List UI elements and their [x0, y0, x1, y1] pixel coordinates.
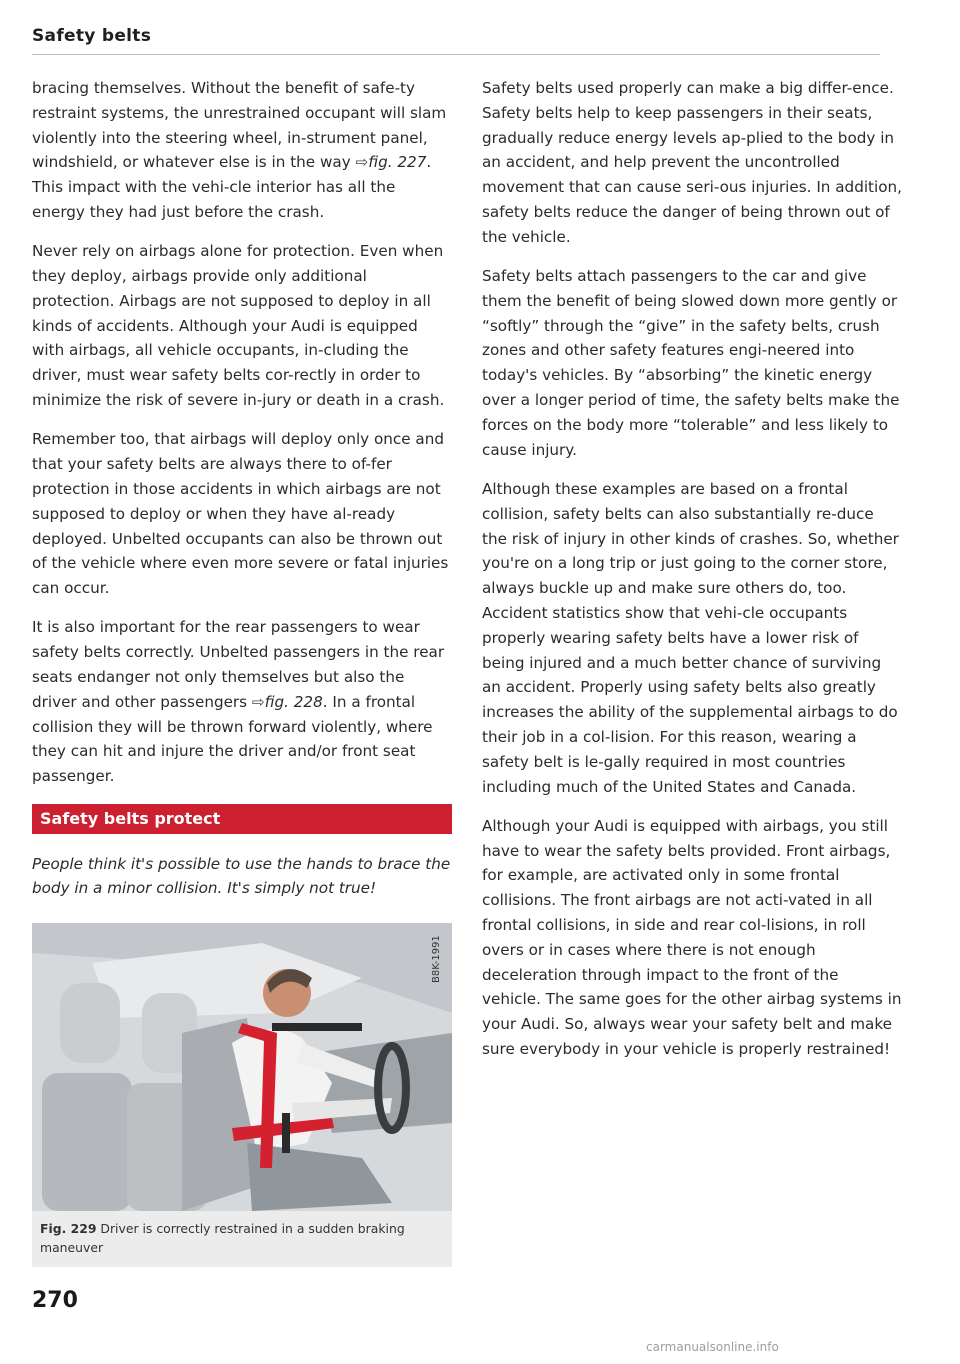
- page-number: 270: [32, 1288, 78, 1313]
- arrow-right-icon: ⇨: [251, 692, 265, 711]
- section-intro: People think it's possible to use the hands to brace the body in a minor collision. It's simply not true!: [32, 854, 451, 898]
- header-divider: [32, 54, 880, 55]
- paragraph-text: It is also important for the rear passengers to wear safety belts correctly. Unbelted passengers in the rear seats endanger not only themselves but also the driver and other passengers: [32, 618, 445, 711]
- figure: [32, 923, 452, 1267]
- paragraph: Safety belts attach passengers to the car and give them the benefit of being slowed down more gently or “softly” through the “give” in the safety belts, crush zones and other safety features engi-neered into today's vehicles. By “absorbing” the kinetic energy over a longer period of time, the safety belts make the forces on the body more “tolerable” and less likely to cause injury.: [482, 267, 900, 459]
- section-heading: Safety belts protect: [32, 804, 452, 834]
- paragraph: Never rely on airbags alone for protection. Even when they deploy, airbags provide only additional protection. Airbags are not supposed to deploy in all kinds of accidents. Although your Audi is equipped with airbags, all vehicle occupants, in-cluding the driver, must wear safety belts cor-rectly in order to minimize the risk of severe in-jury or death in a crash.: [32, 242, 445, 410]
- paragraph-text: . In a frontal collision they will be thrown forward violently, where they can hit and injure the driver and/or front seat passenger.: [32, 692, 433, 786]
- watermark-text: carmanualsonline.info: [646, 1340, 779, 1354]
- figure-caption: [32, 1211, 452, 1267]
- paragraph: Although your Audi is equipped with airbags, you still have to wear the safety belts provided. Front airbags, for example, are activated only in some frontal collisions. The front airbags are not acti-vated in all frontal collisions, in side and rear col-lisions, in roll overs or in cases where there is not enough deceleration through impact to the front of the vehicle. The same goes for the other airbag systems in your Audi. So, always wear your safety belt and make sure everybody in your vehicle is properly restrained!: [482, 816, 902, 1058]
- paragraph-text: bracing themselves. Without the benefit of safe-ty restraint systems, the unrestrained occupant will slam violently into the steering wheel, in-strument panel, windshield, or whatever else is in the way: [32, 79, 447, 172]
- figure-label: Fig. 229: [40, 1221, 97, 1237]
- left-column: [32, 76, 452, 1267]
- arrow-right-icon: ⇨: [355, 153, 369, 172]
- paragraph: Safety belts used properly can make a big differ-ence. Safety belts help to keep passengers in their seats, gradually reduce energy levels ap-plied to the body in an accident, and help prevent the uncontrolled movement that can cause seri-ous injuries. In addition, safety belts reduce the danger of being thrown out of the vehicle.: [482, 79, 902, 246]
- paragraph: [32, 76, 452, 225]
- figure-code: B8K-1991: [431, 935, 442, 984]
- paragraph: Although these examples are based on a frontal collision, safety belts can also substantially re-duce the risk of injury in other kinds of crashes. So, whether you're on a long trip or just going to the corner store, always buckle up and make sure others do, too. Accident statistics show that vehi-cle occupants properly wearing safety belts have a lower risk of being injured and a much better chance of surviving an accident. Properly using safety belts also greatly increases the ability of the supplemental airbags to do their job in a col-lision. For this reason, wearing a safety belt is le-gally required in most countries including much of the United States and Canada.: [482, 479, 899, 796]
- figure-reference-link[interactable]: fig. 227: [368, 153, 427, 172]
- driver-illustration: [32, 923, 452, 1211]
- paragraph: Remember too, that airbags will deploy only once and that your safety belts are always there to of-fer protection in those accidents in which airbags are not supposed to deploy or when they have al-ready deployed. Unbelted occupants can also be thrown out of the vehicle where even more severe or fatal injuries can occur.: [32, 430, 449, 598]
- page-header-title: Safety belts: [32, 26, 152, 46]
- figure-caption-text: Driver is correctly restrained in a sudden braking maneuver: [40, 1221, 405, 1256]
- paragraph-text: . This impact with the vehi-cle interior has all the energy they had just before the crash.: [32, 153, 432, 221]
- figure-reference-link[interactable]: fig. 228: [264, 692, 323, 711]
- right-column: [482, 76, 902, 1076]
- paragraph: [32, 615, 452, 789]
